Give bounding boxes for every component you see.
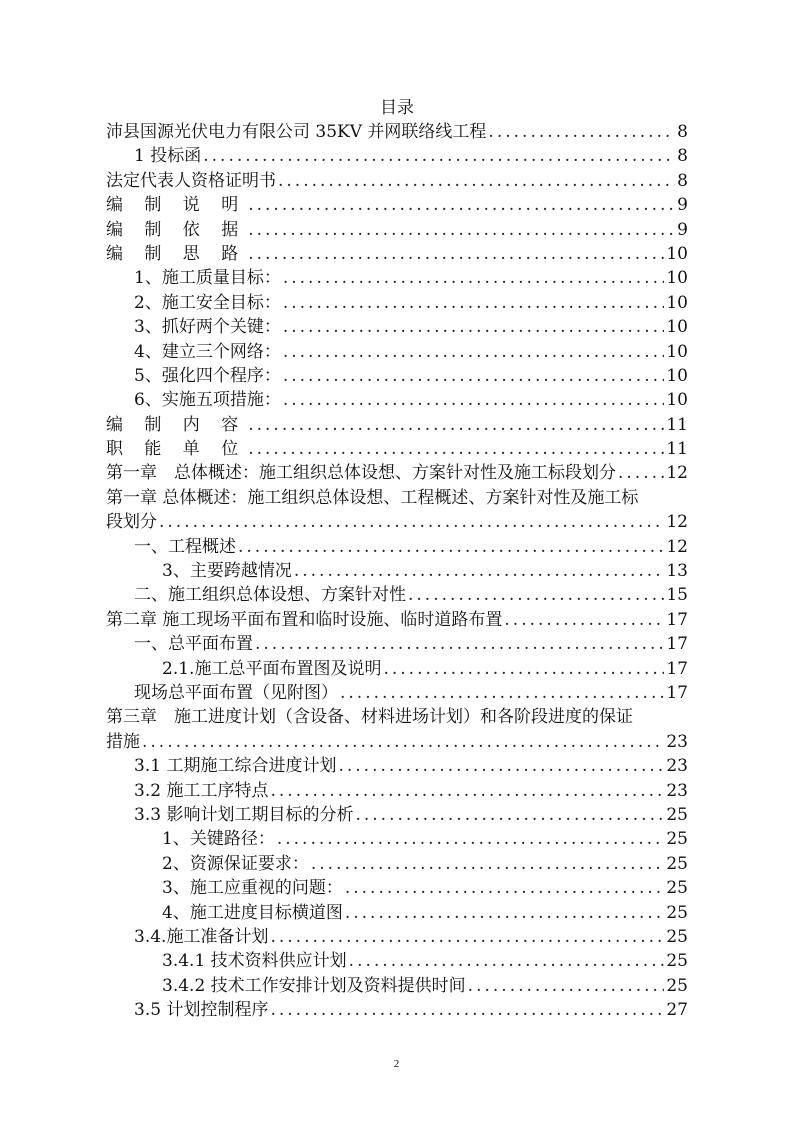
- toc-entry[interactable]: [106, 779, 688, 803]
- toc-entry-page: 17: [666, 658, 688, 679]
- toc-entry-page: 8: [677, 122, 688, 142]
- toc-entry[interactable]: [106, 974, 688, 998]
- toc-entry-page: 25: [666, 878, 688, 899]
- toc-entry-label: 编 制 内 容: [106, 414, 247, 435]
- toc-entry[interactable]: [106, 925, 688, 949]
- dot-leader: [340, 681, 664, 705]
- toc-entry-label: 现场总平面布置（见附图）: [134, 682, 338, 703]
- toc-entry-label: 3.1 工期施工综合进度计划: [134, 756, 337, 777]
- dot-leader: [277, 827, 665, 851]
- toc-entry-page: 10: [666, 341, 688, 362]
- toc-entry[interactable]: [106, 754, 688, 778]
- toc-entry[interactable]: [106, 535, 688, 559]
- toc-entry[interactable]: [106, 437, 688, 461]
- toc-entry-label: 5、强化四个程序：: [134, 365, 281, 386]
- dot-leader: [283, 266, 665, 290]
- toc-list: [106, 120, 688, 1022]
- toc-entry-page: 9: [677, 219, 688, 240]
- toc-entry[interactable]: [106, 218, 688, 242]
- toc-entry-label: 3.4.1 技术资料供应计划: [162, 951, 347, 972]
- dot-leader: [283, 291, 665, 315]
- toc-entry-page: 17: [666, 609, 688, 630]
- toc-entry-label: 编 制 说 明: [106, 195, 247, 216]
- toc-entry-page: 11: [666, 439, 688, 460]
- toc-entry-page: 25: [666, 926, 688, 947]
- toc-entry[interactable]: [106, 827, 688, 851]
- toc-entry-label: 第三章 施工进度计划（含设备、材料进场计划）和各阶段进度的保证: [106, 707, 633, 728]
- toc-entry-page: 9: [677, 195, 688, 216]
- toc-entry-label: 3.4.2 技术工作安排计划及资料提供时间: [162, 975, 466, 996]
- toc-entry-page: 25: [666, 951, 688, 972]
- toc-entry-label: 第一章 总体概述：施工组织总体设想、方案针对性及施工标段划分: [106, 463, 616, 484]
- toc-entry[interactable]: [106, 705, 688, 729]
- toc-entry[interactable]: [106, 876, 688, 900]
- toc-entry[interactable]: [106, 949, 688, 973]
- toc-entry-label: 3.5 计划控制程序: [134, 1000, 269, 1021]
- toc-entry[interactable]: [106, 266, 688, 290]
- toc-entry[interactable]: [106, 657, 688, 681]
- toc-entry-label: 编 制 依 据: [106, 219, 247, 240]
- dot-leader: [283, 340, 665, 364]
- toc-entry[interactable]: [106, 144, 688, 168]
- toc-entry[interactable]: [106, 291, 688, 315]
- toc-entry-label: 措施: [106, 731, 140, 752]
- toc-entry-page: 25: [666, 853, 688, 874]
- toc-entry-page: 25: [666, 975, 688, 996]
- dot-leader: [383, 657, 664, 681]
- toc-entry-label: 法定代表人资格证明书: [106, 170, 276, 191]
- toc-entry-label: 二、施工组织总体设想、方案针对性: [134, 585, 406, 606]
- toc-entry[interactable]: [106, 486, 688, 510]
- toc-entry[interactable]: [106, 315, 688, 339]
- dot-leader: [468, 974, 665, 998]
- toc-entry[interactable]: [106, 632, 688, 656]
- dot-leader: [345, 876, 665, 900]
- toc-entry-page: 17: [666, 634, 688, 655]
- toc-entry[interactable]: [106, 583, 688, 607]
- dot-leader: [618, 461, 664, 485]
- toc-entry-label: 1 投标函: [134, 146, 202, 167]
- toc-entry-page: 27: [666, 1000, 688, 1021]
- dot-leader: [248, 242, 664, 266]
- toc-entry-label: 3.3 影响计划工期目标的分析: [134, 804, 354, 825]
- dot-leader: [283, 388, 665, 412]
- toc-entry-page: 12: [666, 512, 688, 533]
- dot-leader: [311, 852, 665, 876]
- dot-leader: [248, 437, 664, 461]
- toc-entry[interactable]: [106, 242, 688, 266]
- toc-entry-label: 3.2 施工工序特点: [134, 780, 269, 801]
- toc-entry[interactable]: [106, 169, 688, 193]
- dot-leader: [283, 364, 665, 388]
- toc-entry-label: 职 能 单 位: [106, 439, 247, 460]
- dot-leader: [345, 901, 665, 925]
- toc-entry-label: 3.4.施工准备计划: [134, 926, 269, 947]
- dot-leader: [488, 120, 675, 144]
- toc-entry-label: 3、抓好两个关键：: [134, 317, 281, 338]
- toc-entry-label: 3、施工应重视的问题：: [162, 878, 343, 899]
- toc-entry[interactable]: [106, 120, 688, 144]
- toc-entry-label: 2、资源保证要求：: [162, 853, 309, 874]
- toc-entry-label: 一、总平面布置: [134, 634, 253, 655]
- toc-entry-label: 1、关键路径：: [162, 829, 275, 850]
- toc-entry-page: 12: [666, 463, 688, 484]
- toc-entry-label: 沛县国源光伏电力有限公司 35KV 并网联络线工程: [106, 122, 487, 142]
- dot-leader: [504, 608, 664, 632]
- toc-entry[interactable]: [106, 559, 688, 583]
- toc-entry-page: 17: [666, 682, 688, 703]
- toc-entry[interactable]: [106, 998, 688, 1022]
- dot-leader: [283, 315, 665, 339]
- toc-entry-page: 23: [666, 731, 688, 752]
- dot-leader: [270, 779, 664, 803]
- toc-entry-continuation[interactable]: [106, 730, 688, 754]
- dot-leader: [270, 998, 664, 1022]
- toc-entry-label: 4、施工进度目标横道图: [162, 902, 343, 923]
- toc-entry-page: 15: [666, 585, 688, 606]
- toc-entry-label: 2.1.施工总平面布置图及说明: [162, 658, 382, 679]
- toc-entry-page: 23: [666, 756, 688, 777]
- toc-entry[interactable]: [106, 852, 688, 876]
- toc-entry[interactable]: [106, 461, 688, 485]
- toc-entry-page: 25: [666, 902, 688, 923]
- toc-entry-page: 11: [666, 414, 688, 435]
- dot-leader: [248, 413, 664, 437]
- dot-leader: [203, 144, 675, 168]
- toc-entry-page: 23: [666, 780, 688, 801]
- toc-entry[interactable]: [106, 901, 688, 925]
- dot-leader: [355, 803, 664, 827]
- dot-leader: [349, 949, 665, 973]
- toc-entry-label: 编 制 思 路: [106, 243, 247, 264]
- toc-entry-page: 10: [666, 268, 688, 289]
- toc-entry-page: 25: [666, 804, 688, 825]
- toc-entry-label: 一、工程概述: [134, 536, 236, 557]
- toc-entry[interactable]: [106, 388, 688, 412]
- toc-entry[interactable]: [106, 413, 688, 437]
- toc-entry-continuation[interactable]: [106, 510, 688, 534]
- dot-leader: [408, 583, 664, 607]
- toc-entry[interactable]: [106, 803, 688, 827]
- toc-entry-label: 4、建立三个网络：: [134, 341, 281, 362]
- dot-leader: [248, 193, 675, 217]
- dot-leader: [142, 730, 664, 754]
- toc-entry[interactable]: [106, 364, 688, 388]
- toc-entry-page: 10: [666, 317, 688, 338]
- dot-leader: [278, 169, 675, 193]
- toc-entry-page: 10: [666, 390, 688, 411]
- toc-entry-page: 8: [677, 146, 688, 167]
- toc-entry-page: 25: [666, 829, 688, 850]
- dot-leader: [248, 218, 675, 242]
- toc-entry-page: 10: [666, 292, 688, 313]
- toc-entry-label: 2、施工安全目标：: [134, 292, 281, 313]
- toc-title: 目录: [380, 98, 414, 118]
- toc-entry-label: 3、主要跨越情况: [162, 561, 292, 582]
- toc-entry-page: 13: [666, 561, 688, 582]
- toc-entry-label: 6、实施五项措施：: [134, 390, 281, 411]
- dot-leader: [338, 754, 664, 778]
- dot-leader: [294, 559, 665, 583]
- toc-entry-page: 12: [666, 536, 688, 557]
- dot-leader: [159, 510, 664, 534]
- toc-entry[interactable]: [106, 608, 688, 632]
- toc-entry-label: 第二章 施工现场平面布置和临时设施、临时道路布置: [106, 609, 503, 630]
- toc-page: [106, 96, 688, 1022]
- page-number: 2: [393, 1058, 400, 1070]
- toc-entry-page: 10: [666, 243, 688, 264]
- toc-entry-label: 1、施工质量目标：: [134, 268, 281, 289]
- dot-leader: [270, 925, 664, 949]
- toc-entry[interactable]: [106, 193, 688, 217]
- dot-leader: [255, 632, 664, 656]
- toc-entry-label: 段划分: [106, 512, 157, 533]
- toc-entry[interactable]: [106, 340, 688, 364]
- dot-leader: [238, 535, 664, 559]
- toc-entry-page: 8: [677, 170, 688, 191]
- toc-entry-page: 10: [666, 365, 688, 386]
- toc-entry[interactable]: [106, 681, 688, 705]
- toc-entry-label: 第一章 总体概述：施工组织总体设想、工程概述、方案针对性及施工标: [106, 487, 639, 508]
